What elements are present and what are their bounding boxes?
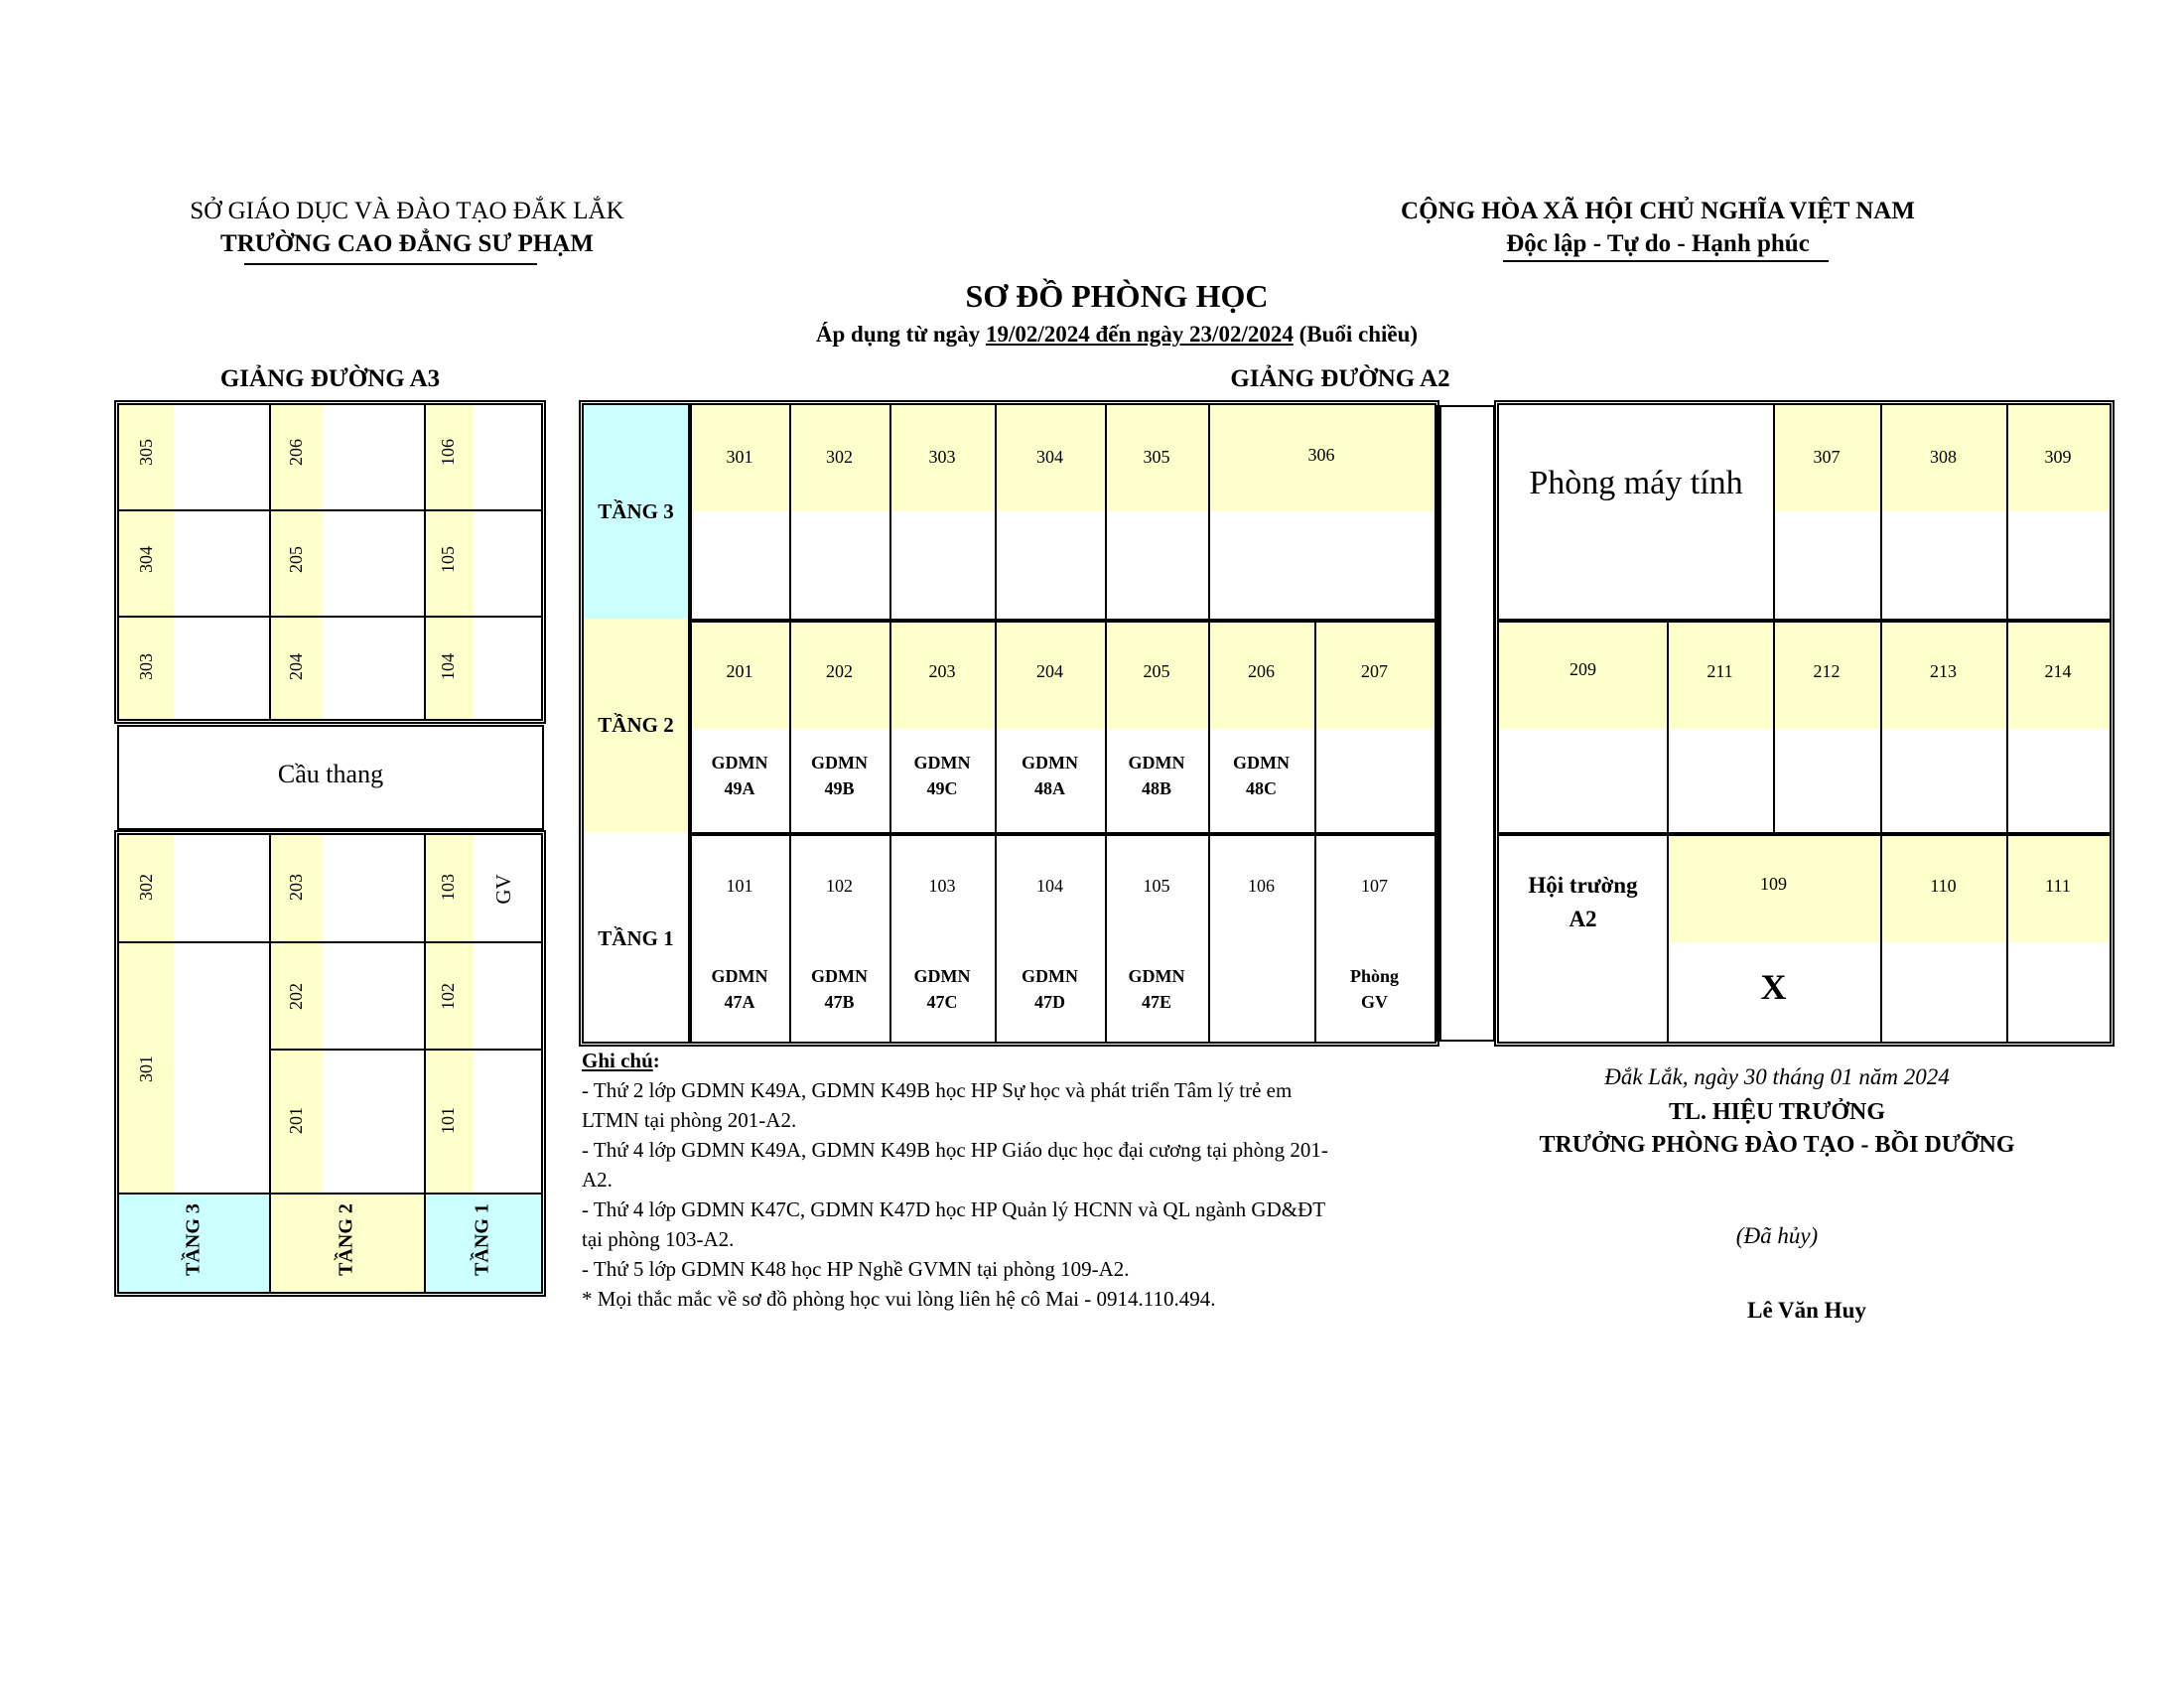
a2-floor-label: TẦNG 1 (598, 926, 674, 950)
class-name: GDMN 49C (913, 753, 971, 798)
class-name: GDMN 48C (1233, 753, 1290, 798)
dept-name: SỞ GIÁO DỤC VÀ ĐÀO TẠO ĐẮK LẮK (190, 198, 624, 224)
a2-room-number: 302 (826, 447, 853, 467)
a3-room: 104 (438, 653, 458, 680)
a2-room-number: 109 (1760, 874, 1787, 894)
a3-floor-label: TẦNG 2 (335, 1203, 357, 1276)
a2-room-number: 308 (1930, 447, 1957, 467)
signature-line1: TL. HIỆU TRƯỞNG (1668, 1099, 1886, 1125)
a3-room: 302 (136, 874, 156, 901)
page-title: SƠ ĐỒ PHÒNG HỌC (965, 278, 1269, 314)
a2-room-number: 103 (928, 876, 956, 896)
notes: Ghi chú: - Thứ 2 lớp GDMN K49A, GDMN K49B học HP Sự học và phát triển Tâm lý trẻ em LTMN tại phòng 201-A2. - Thứ 4 lớp GDMN K49A, GDMN K49B học HP Giáo dục học đại cương tại phòng 201- A2. - Thứ 4 lớp GDMN K47C, GDMN K47D học HP Quản lý HCNN và QL ngành GD&ĐT tại phòng 103-A2. - Thứ 5 lớp GDMN K48 học HP Nghề GVMN tại phòng 109-A2. * Mọi thắc mắc về sơ đồ phòng học vui lòng liên hệ cô Mai - 0914.110.494. (582, 1046, 1445, 1314)
a3-room: 304 (136, 546, 156, 573)
a2-room-number: 209 (1570, 659, 1596, 679)
a3-upper-block (114, 400, 546, 724)
motto-underline (1503, 260, 1829, 262)
a3-stairs (117, 725, 544, 830)
class-name: GDMN 48B (1128, 753, 1185, 798)
a2-room-number: 305 (1143, 447, 1170, 467)
a3-room: 105 (438, 546, 458, 573)
a3-room: 303 (136, 653, 156, 680)
a3-room: 103 (438, 874, 458, 901)
a2-room-number: 110 (1930, 876, 1957, 896)
a2-corridor (1439, 405, 1495, 1042)
a3-room: 203 (286, 874, 306, 901)
class-name: GDMN 49B (811, 753, 868, 798)
note-line: - Thứ 4 lớp GDMN K49A, GDMN K49B học HP Giáo dục học đại cương tại phòng 201- (582, 1138, 1328, 1162)
a2-room-number: 111 (2045, 876, 2071, 896)
notes-heading: Ghi chú (582, 1049, 653, 1072)
note-line: - Thứ 5 lớp GDMN K48 học HP Nghề GVMN tại phòng 109-A2. (582, 1257, 1130, 1281)
subtitle-suffix: (Buổi chiều) (1293, 322, 1419, 347)
page-subtitle (596, 322, 1638, 348)
class-name: GDMN 47D (1022, 966, 1078, 1012)
a2-room-number: 101 (726, 876, 753, 896)
a2-room-number: 203 (928, 661, 956, 681)
a2-room-number: 214 (2044, 661, 2072, 681)
note-line: LTMN tại phòng 201-A2. (582, 1108, 797, 1132)
class-name: GDMN 47B (811, 966, 868, 1012)
school-name: TRƯỜNG CAO ĐẲNG SƯ PHẠM (220, 230, 594, 257)
signature-status: (Đã hủy) (1735, 1223, 1819, 1248)
note-line: * Mọi thắc mắc về sơ đồ phòng học vui lòng liên hệ cô Mai - 0914.110.494. (582, 1287, 1216, 1311)
class-name: GDMN 48A (1022, 753, 1078, 798)
school-underline (244, 263, 537, 265)
stairs-label: Cầu thang (277, 760, 384, 788)
hall-label: Hội trường A2 (1528, 873, 1638, 931)
room-109-mark: X (1760, 967, 1787, 1007)
a2-room-number: 206 (1248, 661, 1275, 681)
a3-room: 301 (136, 1055, 156, 1082)
a2-room-number: 309 (2044, 447, 2072, 467)
signature-line2: TRƯỞNG PHÒNG ĐÀO TẠO - BỒI DƯỠNG (1539, 1132, 2015, 1158)
note-line: - Thứ 4 lớp GDMN K47C, GDMN K47D học HP Quản lý HCNN và QL ngành GD&ĐT (582, 1197, 1326, 1221)
class-name: GDMN 47C (913, 966, 971, 1012)
a2-room-number: 102 (826, 876, 853, 896)
computer-room-label: Phòng máy tính (1529, 465, 1743, 501)
a3-floor-label: TẦNG 3 (182, 1203, 205, 1276)
a2-room-number: 205 (1143, 661, 1170, 681)
signature-place-date: Đắk Lắk, ngày 30 tháng 01 năm 2024 (1604, 1064, 1950, 1089)
subtitle-prefix: Áp dụng từ ngày (815, 322, 986, 347)
a2-floor-label: TẦNG 2 (598, 713, 674, 737)
a3-room: 305 (136, 439, 156, 466)
a3-gv-label: GV (491, 874, 515, 905)
a3-title: GIẢNG ĐƯỜNG A3 (219, 365, 441, 392)
class-name: Phòng GV (1349, 966, 1400, 1012)
a2-room-number: 211 (1706, 661, 1733, 681)
a2-room-number: 307 (1813, 447, 1841, 467)
class-name: GDMN 47A (711, 966, 768, 1012)
a3-room: 206 (286, 439, 306, 466)
a2-room-number: 202 (826, 661, 853, 681)
a3-room: 204 (286, 653, 306, 680)
class-name: GDMN 49A (711, 753, 768, 798)
country-name: CỘNG HÒA XÃ HỘI CHỦ NGHĨA VIỆT NAM (1401, 198, 1915, 224)
a2-room-number: 104 (1036, 876, 1063, 896)
a2-room-number: 105 (1143, 876, 1170, 896)
a3-room: 101 (438, 1107, 458, 1134)
a3-room: 102 (438, 983, 458, 1010)
a2-room-number: 301 (726, 447, 753, 467)
note-line: - Thứ 2 lớp GDMN K49A, GDMN K49B học HP Sự học và phát triển Tâm lý trẻ em (582, 1078, 1293, 1102)
a3-room: 205 (286, 546, 306, 573)
a2-room-number: 303 (928, 447, 956, 467)
signer-name: Lê Văn Huy (1747, 1298, 1866, 1323)
motto: Độc lập - Tự do - Hạnh phúc (1506, 230, 1810, 257)
a2-right-block (1494, 400, 2115, 1047)
class-name: GDMN 47E (1128, 966, 1185, 1012)
a2-room-number: 304 (1036, 447, 1063, 467)
a2-room-number: 213 (1930, 661, 1957, 681)
a2-floor-label: TẦNG 3 (598, 499, 674, 523)
a3-lower-block (114, 830, 546, 1297)
a3-room: 106 (438, 439, 458, 466)
a3-floor-label: TẦNG 1 (471, 1203, 493, 1276)
note-line: tại phòng 103-A2. (582, 1227, 735, 1251)
a3-room: 202 (286, 983, 306, 1010)
a2-room-number: 207 (1361, 661, 1388, 681)
a2-room-number: 204 (1036, 661, 1063, 681)
a2-main-block (579, 400, 1439, 1047)
a2-room-number: 106 (1248, 876, 1275, 896)
note-line: A2. (582, 1168, 613, 1192)
subtitle-dates: 19/02/2024 đến ngày 23/02/2024 (985, 322, 1294, 347)
a2-room-number: 201 (726, 661, 753, 681)
a2-room-number: 107 (1361, 876, 1388, 896)
a2-title: GIẢNG ĐƯỜNG A2 (1230, 365, 1450, 392)
a3-room: 201 (286, 1107, 306, 1134)
a2-room-number: 212 (1813, 661, 1841, 681)
a2-room-number: 306 (1307, 445, 1335, 465)
